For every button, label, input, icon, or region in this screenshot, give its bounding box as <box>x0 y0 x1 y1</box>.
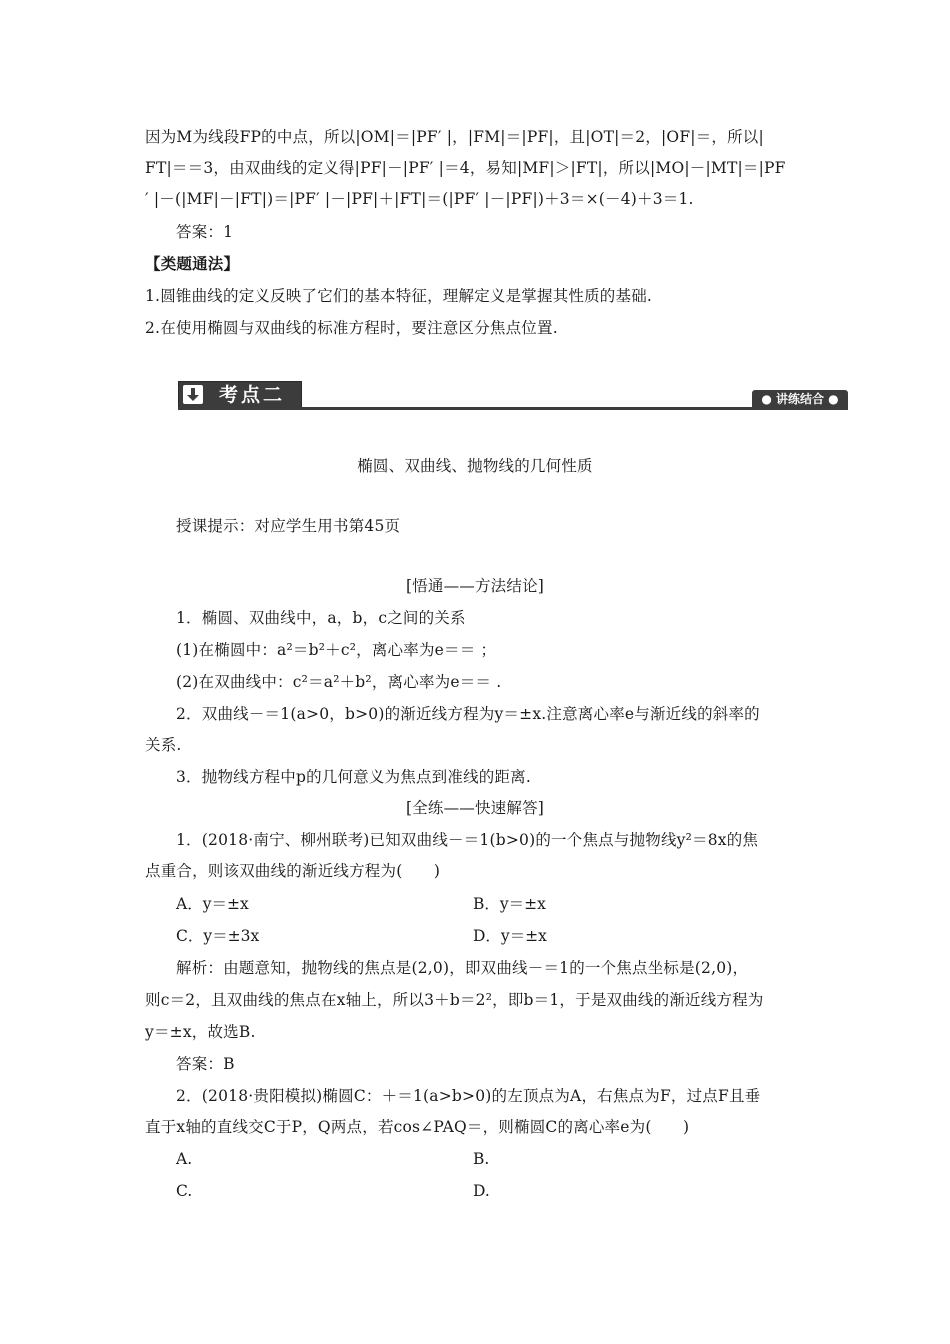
solution-line-2: FT|＝＝3，由双曲线的定义得|PF|－|PF′ |＝4，易知|MF|＞|FT|，所以|MO|－|MT|＝|PF <box>145 159 786 177</box>
q1-stem-line-2: 点重合，则该双曲线的渐近线方程为( ) <box>145 862 441 880</box>
practice-title: [全练——快速解答] <box>405 799 545 817</box>
section-banner-title: 考点二 <box>219 384 286 406</box>
q1-answer: 答案：B <box>176 1055 235 1073</box>
method-item-1: 1.圆锥曲线的定义反映了它们的基本特征，理解定义是掌握其性质的基础. <box>145 287 653 305</box>
q1-option-a: A．y＝±x <box>176 895 249 913</box>
q2-option-d: D. <box>473 1182 490 1200</box>
q1-option-b: B．y＝±x <box>473 895 546 913</box>
q2-option-a: A. <box>176 1150 193 1168</box>
down-arrow-icon <box>183 385 203 404</box>
q1-option-c: C．y＝±3x <box>176 927 260 945</box>
q2-option-b: B. <box>473 1150 490 1168</box>
method-box-title: [悟通——方法结论] <box>405 577 545 595</box>
q1-stem-line-1: 1．(2018·南宁、柳州联考)已知双曲线－＝1(b>0)的一个焦点与抛物线y²＝8x的焦 <box>176 831 759 849</box>
q1-analysis-line-2: 则c＝2，且双曲线的焦点在x轴上，所以3＋b＝2²，即b＝1，于是双曲线的渐近线方程为 <box>145 991 764 1009</box>
q1-analysis-line-3: y＝±x，故选B. <box>145 1023 256 1041</box>
section-banner-rule <box>178 407 848 410</box>
conclusion-2-cont: 关系. <box>145 736 182 754</box>
teaching-hint: 授课提示：对应学生用书第45页 <box>176 517 401 535</box>
q1-analysis-line-1: 解析：由题意知，抛物线的焦点是(2,0)，即双曲线－＝1的一个焦点坐标是(2,0)， <box>176 959 749 977</box>
q1-option-d: D．y＝±x <box>473 927 547 945</box>
section-banner-badge <box>178 381 302 409</box>
conclusion-3: 3．抛物线方程中p的几何意义为焦点到准线的距离. <box>176 768 532 786</box>
q2-stem-line-1: 2．(2018·贵阳模拟)椭圆C：＋＝1(a>b>0)的左顶点为A，右焦点为F，过点F且垂 <box>176 1087 761 1105</box>
conclusion-1-ellipse: (1)在椭圆中：a²＝b²＋c²，离心率为e＝＝ ； <box>176 641 497 659</box>
answer-1: 答案：1 <box>176 223 234 241</box>
q2-stem-line-2: 直于x轴的直线交C于P，Q两点，若cos∠PAQ＝，则椭圆C的离心率e为( ) <box>145 1118 690 1136</box>
conclusion-1: 1．椭圆、双曲线中，a，b，c之间的关系 <box>176 609 466 627</box>
q2-option-c: C. <box>176 1182 193 1200</box>
method-item-2: 2.在使用椭圆与双曲线的标准方程时，要注意区分焦点位置. <box>145 319 558 337</box>
solution-line-1: 因为M为线段FP的中点，所以|OM|＝|PF′ |，|FM|＝|PF|，且|OT|＝2，|OF|＝，所以| <box>145 128 764 146</box>
section-banner-tag: ● 讲练结合 ● <box>752 390 848 409</box>
conclusion-1-hyperbola: (2)在双曲线中：c²＝a²＋b²，离心率为e＝＝ . <box>176 673 502 691</box>
method-heading: 【类题通法】 <box>145 254 240 273</box>
section-title: 椭圆、双曲线、抛物线的几何性质 <box>357 457 593 475</box>
solution-line-3: ′ |－(|MF|－|FT|)＝|PF′ |－|PF|＋|FT|＝(|PF′ |－|PF|)＋3＝×(－4)＋3＝1. <box>145 190 694 208</box>
conclusion-2: 2．双曲线－＝1(a>0，b>0)的渐近线方程为y＝±x.注意离心率e与渐近线的斜率的 <box>176 705 760 723</box>
